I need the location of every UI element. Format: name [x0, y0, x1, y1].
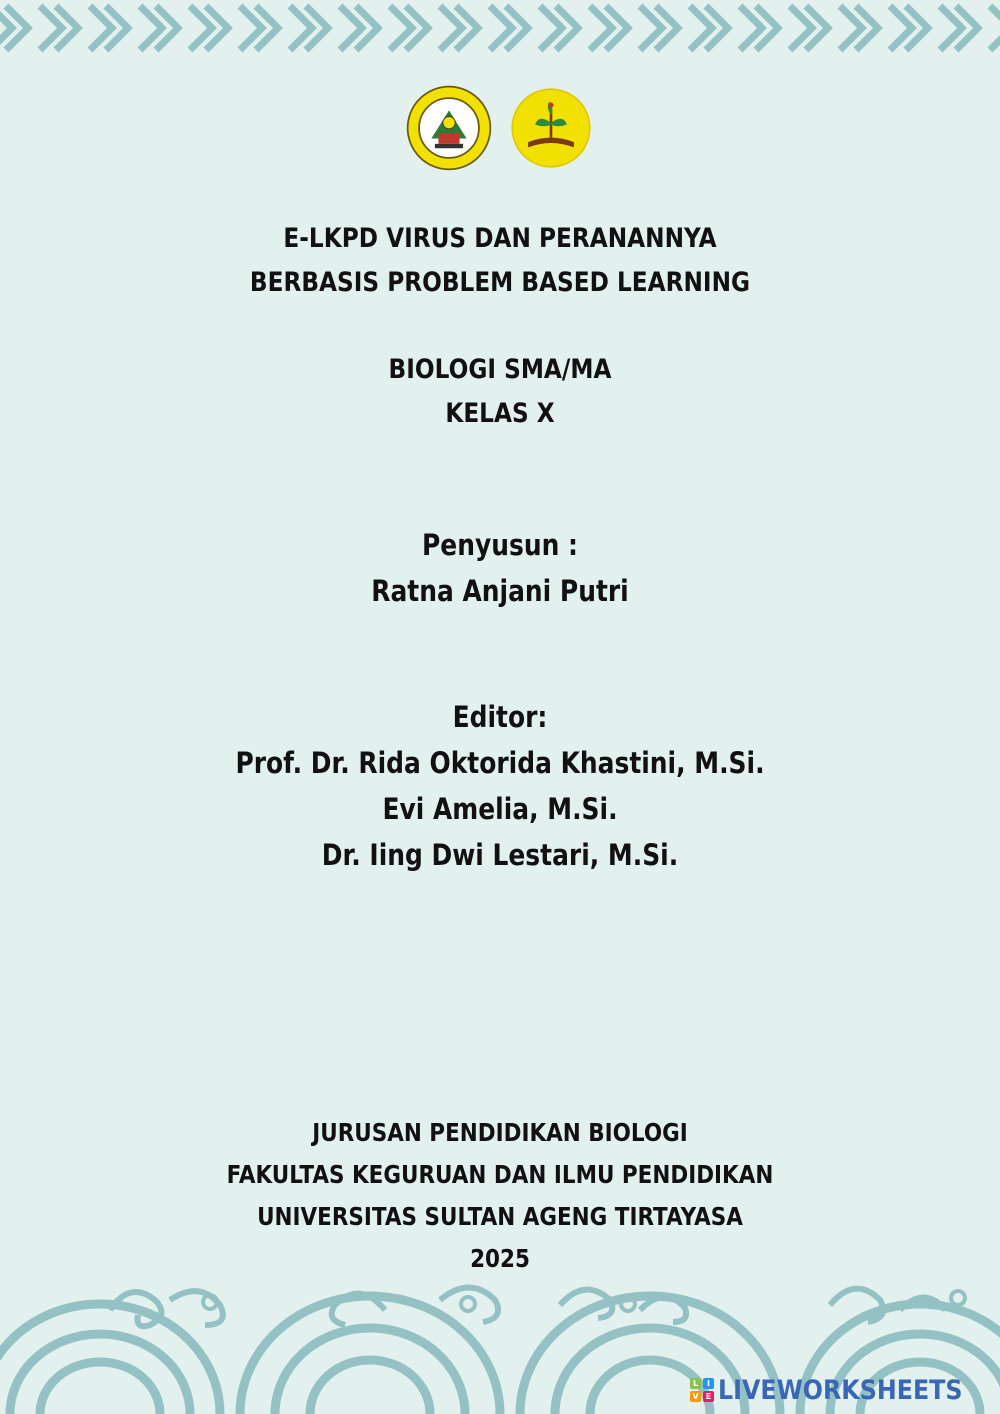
liveworksheets-watermark: [690, 1374, 996, 1406]
author-name: Ratna Anjani Putri: [371, 574, 629, 608]
editor-block: [0, 694, 1000, 878]
institution-block: [0, 1112, 1000, 1280]
subject-name: BIOLOGI SMA/MA: [388, 354, 612, 385]
subject-block: [0, 348, 1000, 436]
editor-name: Dr. Iing Dwi Lestari, M.Si.: [321, 838, 679, 872]
editor-name: Evi Amelia, M.Si.: [382, 792, 618, 826]
document-title: [0, 217, 1000, 305]
publication-year: 2025: [470, 1244, 530, 1273]
logo-row: [0, 84, 1000, 172]
top-chevron-border: [0, 0, 1000, 60]
chevron-mark: [990, 6, 1000, 50]
logo-letter: E: [703, 1391, 714, 1402]
logo-letter: L: [690, 1378, 701, 1389]
title-line-2: BERBASIS PROBLEM BASED LEARNING: [249, 267, 751, 298]
education-department-emblem-icon: [507, 84, 595, 172]
title-line-1: E-LKPD VIRUS DAN PERANANNYA: [283, 223, 717, 254]
university-seal-icon: [405, 84, 493, 172]
logo-letter: V: [690, 1391, 701, 1402]
liveworksheets-logo-icon: [690, 1378, 714, 1402]
editor-label: Editor:: [452, 700, 548, 734]
university-name: UNIVERSITAS SULTAN AGENG TIRTAYASA: [257, 1202, 743, 1231]
logo-letter: I: [703, 1378, 714, 1389]
faculty-name: FAKULTAS KEGURUAN DAN ILMU PENDIDIKAN: [226, 1160, 774, 1189]
author-block: [0, 522, 1000, 614]
editor-name: Prof. Dr. Rida Oktorida Khastini, M.Si.: [235, 746, 765, 780]
author-label: Penyusun :: [422, 528, 578, 562]
class-level: KELAS X: [445, 398, 555, 429]
department-name: JURUSAN PENDIDIKAN BIOLOGI: [312, 1118, 688, 1147]
watermark-text: LIVEWORKSHEETS: [718, 1374, 963, 1406]
